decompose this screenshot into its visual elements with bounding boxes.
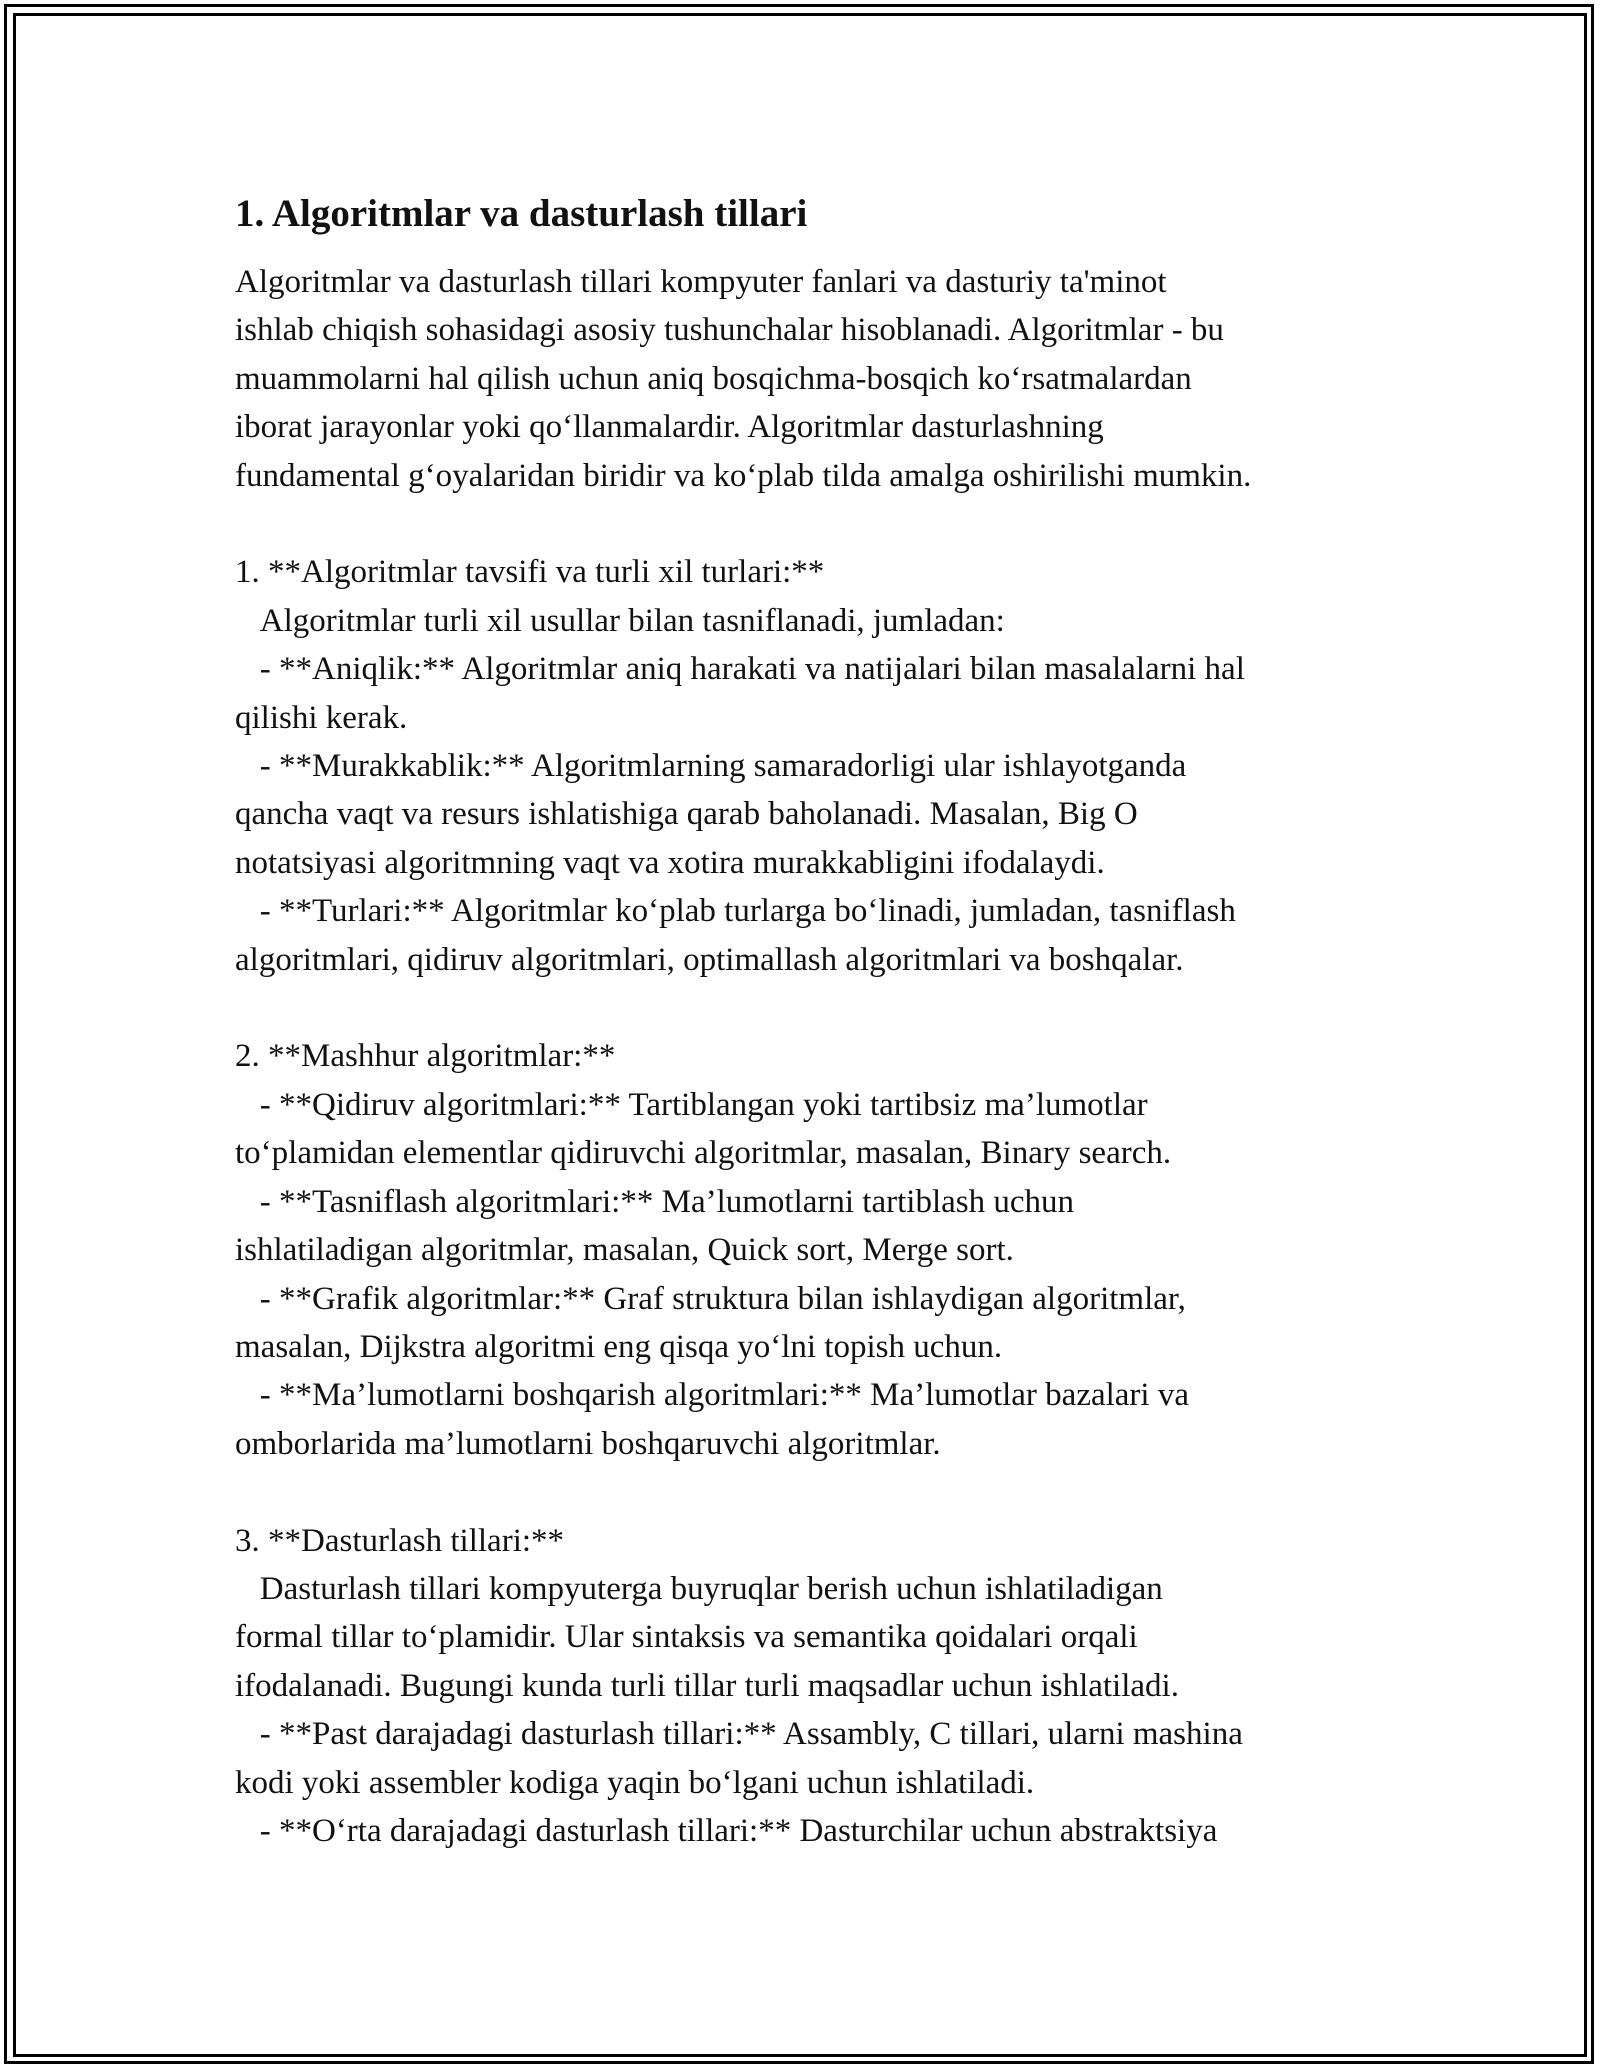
section-popular-algorithms: 2. **Mashhur algoritmlar:** - **Qidiruv algoritmlari:** Tartiblangan yoki tartibsiz ma’lumotlar to‘plamidan elementlar qidiruvchi algoritmlar, masalan, Binary search. - **Tasniflash algoritmlari:** Ma’lumotlarni tartiblash uchun ishlatiladigan algoritmlar, masalan, Quick sort, Merge sort. - **Grafik algoritmlar:** Graf struktura bilan ishlaydigan algoritmlar, masalan, Dijkstra algoritmi eng qisqa yo‘lni topish uchun. - **Ma’lumotlarni boshqarish algoritmlari:** Ma’lumotlar bazalari va omborlarida ma’lumotlarni boshqaruvchi algoritmlar. — [235, 1038, 1189, 1462]
section-programming-languages: 3. **Dasturlash tillari:** Dasturlash tillari kompyuterga buyruqlar berish uchun ishlatiladigan formal tillar to‘plamidir. Ular sintaksis va semantika qoidalari orqali ifodalanadi. Bugungi kunda turli tillar turli maqsadlar uchun ishlatiladi. - **Past darajadagi dasturlash tillari:** Assambly, C tillari, ularni mashina kodi yoki assembler kodiga yaqin bo‘lgani uchun ishlatiladi. - **O‘rta darajadagi dasturlash tillari:** Dasturchilar uchun abstraktsiya — [235, 1522, 1243, 1849]
intro-paragraph: Algoritmlar va dasturlash tillari kompyuter fanlari va dasturiy ta'minot ishlab chiqish sohasidagi asosiy tushunchalar hisoblanadi. Algoritmlar - bu muammolarni hal qilish uchun aniq bosqichma-bosqich ko‘rsatmalardan iborat jarayonlar yoki qo‘llanmalardir. Algoritmlar dasturlashning fundamental g‘oyalaridan biridir va ko‘plab tilda amalga oshirilishi mumkin. — [235, 264, 1252, 494]
section-algorithm-types: 1. **Algoritmlar tavsifi va turli xil turlari:** Algoritmlar turli xil usullar bilan tasniflanadi, jumladan: - **Aniqlik:** Algoritmlar aniq harakati va natijalari bilan masalalarni hal qilishi kerak. - **Murakkablik:** Algoritmlarning samaradorligi ular ishlayotganda qancha vaqt va resurs ishlatishiga qarab baholanadi. Masalan, Big O notatsiyasi algoritmning vaqt va xotira murakkabligini ifodalaydi. - **Turlari:** Algoritmlar ko‘plab turlarga bo‘linadi, jumladan, tasniflash algoritmlari, qidiruv algoritmlari, optimallash algoritmlari va boshqalar. — [235, 554, 1245, 978]
document-title: 1. Algoritmlar va dasturlash tillari — [235, 192, 808, 235]
document-body — [235, 186, 1385, 1855]
